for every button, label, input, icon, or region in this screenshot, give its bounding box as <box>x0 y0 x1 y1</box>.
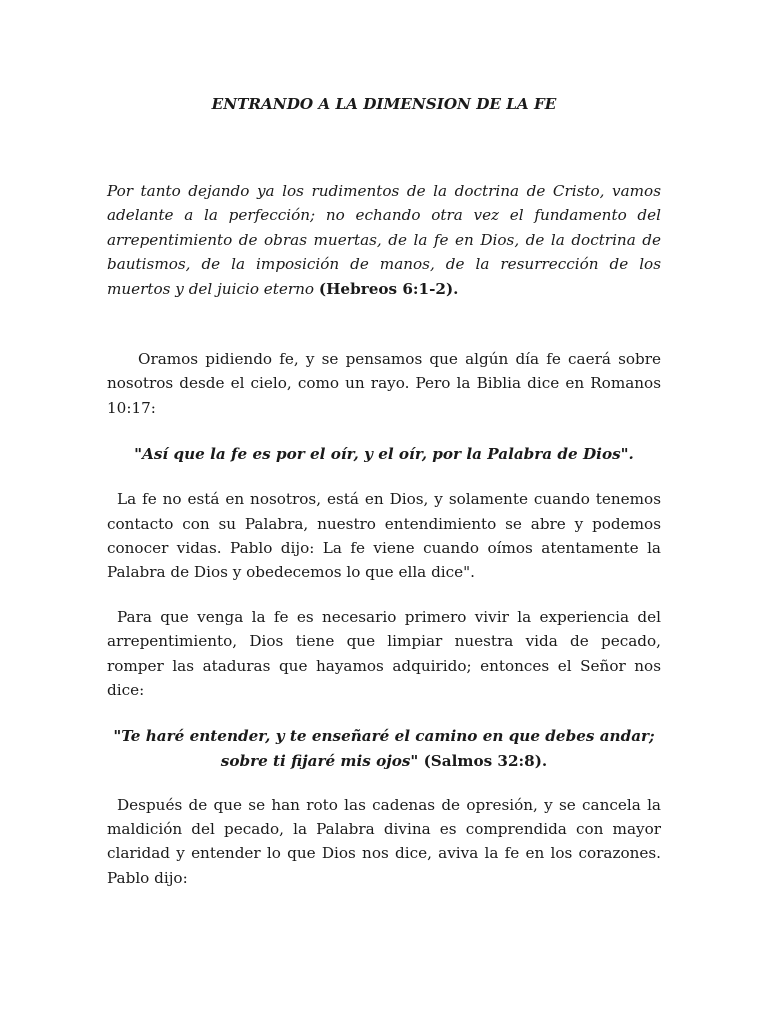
scripture-quote-2-text: sobre ti fijaré mis ojos" <box>220 751 419 770</box>
intro-scripture-reference: (Hebreos 6:1-2). <box>318 279 459 298</box>
document-title: ENTRANDO A LA DIMENSION DE LA FE <box>211 95 557 113</box>
scripture-quote-2 <box>107 724 661 774</box>
page-content <box>107 90 661 890</box>
intro-scripture-text: Por tanto dejando ya los rudimentos de la doctrina de Cristo, vamos adelante a la perfección; no echando otra vez el fundamento del arrepentimiento de obras muertas, de la fe en Dios, de la doctrina de bautismos, de la imposición de manos, de la resurrección de los muertos y del juicio eterno <box>107 182 661 298</box>
body-paragraph-4: Después de que se han roto las cadenas de opresión, y se cancela la maldición del pecado, la Palabra divina es comprendida con mayor claridad y entender lo que Dios nos dice, aviva la fe en los corazones. Pablo dijo: <box>107 795 661 887</box>
body-paragraph-3: Para que venga la fe es necesario primero vivir la experiencia del arrepentimiento, Dios tiene que limpiar nuestra vida de pecado, romper las ataduras que hayamos adquirido; entonces el Señor nos dice: <box>107 607 661 700</box>
scripture-quote-2-reference: (Salmos 32:8). <box>423 751 548 770</box>
scripture-quote-1: "Así que la fe es por el oír, y el oír, por la Palabra de Dios". <box>134 445 634 464</box>
body-paragraph-2: La fe no está en nosotros, está en Dios, y solamente cuando tenemos contacto con su Palabra, nuestro entendimiento se abre y podemos conocer vidas. Pablo dijo: La fe viene cuando oímos atentamente la Palabra de Dios y obedecemos lo que ella dice". <box>107 490 661 582</box>
body-paragraph-1: Oramos pidiendo fe, y se pensamos que algún día fe caerá sobre nosotros desde el cielo, como un rayo. Pero la Biblia dice en Romanos 10:17: <box>107 350 661 417</box>
scripture-quote-2-line-2 <box>107 749 661 774</box>
scripture-quote-2-line-1: "Te haré entender, y te enseñaré el camino en que debes andar; <box>113 726 655 745</box>
intro-scripture-paragraph <box>107 179 661 301</box>
